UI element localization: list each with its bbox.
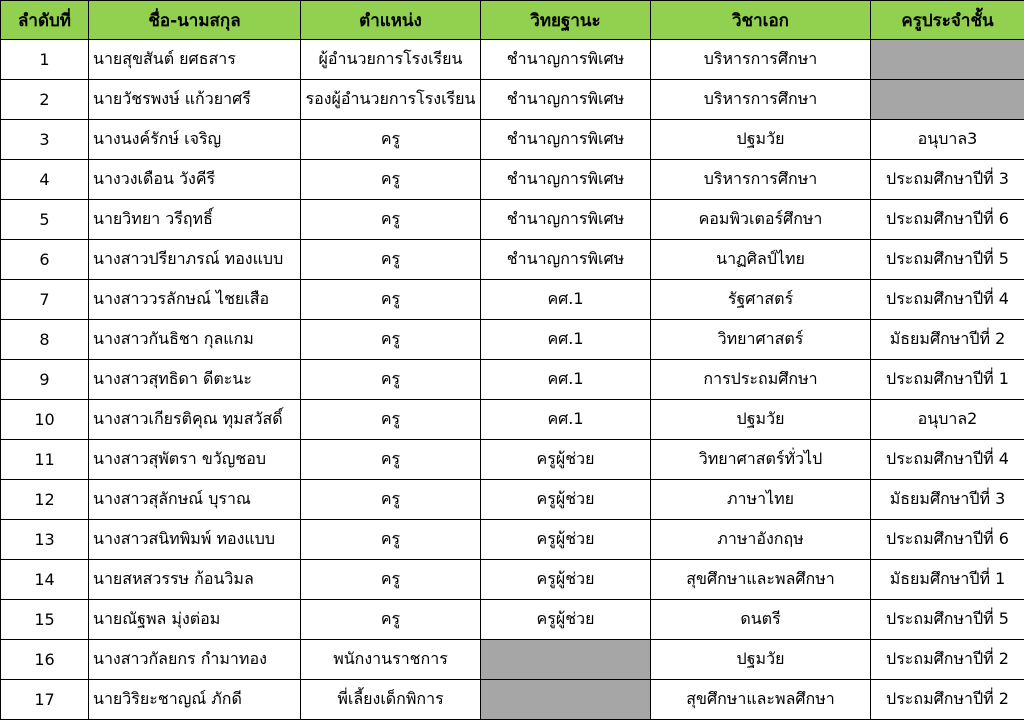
cell-rank: ชำนาญการพิเศษ — [481, 80, 651, 120]
cell-position: ครู — [301, 600, 481, 640]
table-row — [1, 680, 1024, 720]
cell-major: สุขศึกษาและพลศึกษา — [651, 680, 871, 720]
table-header — [1, 1, 1024, 40]
cell-name: นายวัชรพงษ์ แก้วยาศรี — [89, 80, 301, 120]
cell-position: ครู — [301, 520, 481, 560]
cell-position: ครู — [301, 360, 481, 400]
cell-rank — [481, 680, 651, 720]
cell-no: 15 — [1, 600, 89, 640]
cell-position: ผู้อำนวยการโรงเรียน — [301, 40, 481, 80]
cell-name: นางนงค์รักษ์ เจริญ — [89, 120, 301, 160]
cell-name: นางสาวปรียาภรณ์ ทองแบบ — [89, 240, 301, 280]
cell-class-teacher: ประถมศึกษาปีที่ 6 — [871, 520, 1024, 560]
cell-class-teacher: ประถมศึกษาปีที่ 5 — [871, 240, 1024, 280]
cell-major: ภาษาไทย — [651, 480, 871, 520]
cell-class-teacher: ประถมศึกษาปีที่ 3 — [871, 160, 1024, 200]
cell-name: นายณัฐพล มุ่งต่อม — [89, 600, 301, 640]
cell-position: ครู — [301, 120, 481, 160]
cell-class-teacher: ประถมศึกษาปีที่ 4 — [871, 280, 1024, 320]
cell-rank: คศ.1 — [481, 280, 651, 320]
cell-no: 13 — [1, 520, 89, 560]
cell-no: 11 — [1, 440, 89, 480]
table-row — [1, 200, 1024, 240]
cell-position: ครู — [301, 200, 481, 240]
cell-major: คอมพิวเตอร์ศึกษา — [651, 200, 871, 240]
table-row — [1, 440, 1024, 480]
cell-rank: ชำนาญการพิเศษ — [481, 40, 651, 80]
cell-class-teacher — [871, 80, 1024, 120]
cell-major: นาฏศิลป์ไทย — [651, 240, 871, 280]
cell-class-teacher: ประถมศึกษาปีที่ 2 — [871, 680, 1024, 720]
table-row — [1, 80, 1024, 120]
header-name: ชื่อ-นามสกุล — [89, 1, 301, 40]
cell-major: สุขศึกษาและพลศึกษา — [651, 560, 871, 600]
cell-major: วิทยาศาสตร์ — [651, 320, 871, 360]
cell-rank: ครูผู้ช่วย — [481, 560, 651, 600]
cell-rank: ชำนาญการพิเศษ — [481, 120, 651, 160]
cell-name: นางสาวกันธิชา กุลแกม — [89, 320, 301, 360]
cell-class-teacher: มัธยมศึกษาปีที่ 1 — [871, 560, 1024, 600]
cell-major: วิทยาศาสตร์ทั่วไป — [651, 440, 871, 480]
cell-position: รองผู้อำนวยการโรงเรียน — [301, 80, 481, 120]
cell-position: ครู — [301, 240, 481, 280]
table-row — [1, 640, 1024, 680]
cell-name: นายสุขสันต์ ยศธสาร — [89, 40, 301, 80]
table-row — [1, 400, 1024, 440]
cell-no: 16 — [1, 640, 89, 680]
cell-rank: คศ.1 — [481, 320, 651, 360]
cell-major: บริหารการศึกษา — [651, 160, 871, 200]
table-body — [1, 40, 1024, 720]
cell-name: นายสหสวรรษ ก้อนวิมล — [89, 560, 301, 600]
cell-no: 6 — [1, 240, 89, 280]
cell-position: ครู — [301, 160, 481, 200]
cell-rank: คศ.1 — [481, 400, 651, 440]
header-row — [1, 1, 1024, 40]
cell-no: 10 — [1, 400, 89, 440]
cell-class-teacher — [871, 40, 1024, 80]
cell-name: นางวงเดือน วังคีรี — [89, 160, 301, 200]
cell-no: 4 — [1, 160, 89, 200]
cell-rank: ครูผู้ช่วย — [481, 480, 651, 520]
cell-major: รัฐศาสตร์ — [651, 280, 871, 320]
cell-name: นางสาวสุลักษณ์ บุราณ — [89, 480, 301, 520]
header-rank: วิทยฐานะ — [481, 1, 651, 40]
cell-name: นางสาวกัลยกร กำมาทอง — [89, 640, 301, 680]
cell-position: ครู — [301, 560, 481, 600]
cell-rank: ชำนาญการพิเศษ — [481, 200, 651, 240]
table-row — [1, 360, 1024, 400]
cell-name: นางสาวสุพัตรา ขวัญชอบ — [89, 440, 301, 480]
cell-class-teacher: มัธยมศึกษาปีที่ 2 — [871, 320, 1024, 360]
cell-position: ครู — [301, 320, 481, 360]
cell-rank: ครูผู้ช่วย — [481, 600, 651, 640]
cell-position: ครู — [301, 440, 481, 480]
cell-name: นางสาวสนิทพิมพ์ ทองแบบ — [89, 520, 301, 560]
cell-no: 8 — [1, 320, 89, 360]
cell-no: 17 — [1, 680, 89, 720]
cell-class-teacher: ประถมศึกษาปีที่ 5 — [871, 600, 1024, 640]
header-major: วิชาเอก — [651, 1, 871, 40]
cell-class-teacher: ประถมศึกษาปีที่ 4 — [871, 440, 1024, 480]
table-row — [1, 520, 1024, 560]
cell-class-teacher: ประถมศึกษาปีที่ 2 — [871, 640, 1024, 680]
cell-no: 3 — [1, 120, 89, 160]
table-row — [1, 280, 1024, 320]
cell-position: พี่เลี้ยงเด็กพิการ — [301, 680, 481, 720]
table-row — [1, 240, 1024, 280]
cell-rank: ครูผู้ช่วย — [481, 520, 651, 560]
cell-position: พนักงานราชการ — [301, 640, 481, 680]
cell-position: ครู — [301, 480, 481, 520]
cell-position: ครู — [301, 400, 481, 440]
table-row — [1, 320, 1024, 360]
cell-no: 9 — [1, 360, 89, 400]
cell-major: ภาษาอังกฤษ — [651, 520, 871, 560]
table-row — [1, 120, 1024, 160]
cell-class-teacher: อนุบาล3 — [871, 120, 1024, 160]
cell-class-teacher: ประถมศึกษาปีที่ 1 — [871, 360, 1024, 400]
cell-class-teacher: มัธยมศึกษาปีที่ 3 — [871, 480, 1024, 520]
cell-name: นางสาวเกียรติคุณ ทุมสวัสดิ์ — [89, 400, 301, 440]
cell-no: 12 — [1, 480, 89, 520]
cell-no: 5 — [1, 200, 89, 240]
cell-rank: คศ.1 — [481, 360, 651, 400]
header-no: ลำดับที่ — [1, 1, 89, 40]
cell-rank: ชำนาญการพิเศษ — [481, 160, 651, 200]
cell-rank: ชำนาญการพิเศษ — [481, 240, 651, 280]
cell-name: นางสาวสุทธิดา ดีตะนะ — [89, 360, 301, 400]
table-row — [1, 40, 1024, 80]
cell-major: บริหารการศึกษา — [651, 40, 871, 80]
cell-class-teacher: ประถมศึกษาปีที่ 6 — [871, 200, 1024, 240]
header-class-teacher: ครูประจำชั้น — [871, 1, 1024, 40]
cell-major: ดนตรี — [651, 600, 871, 640]
cell-name: นายวิริยะชาญณ์ ภักดี — [89, 680, 301, 720]
cell-major: การประถมศึกษา — [651, 360, 871, 400]
header-position: ตำแหน่ง — [301, 1, 481, 40]
cell-major: ปฐมวัย — [651, 640, 871, 680]
table-row — [1, 160, 1024, 200]
cell-position: ครู — [301, 280, 481, 320]
cell-rank: ครูผู้ช่วย — [481, 440, 651, 480]
table-row — [1, 480, 1024, 520]
cell-major: บริหารการศึกษา — [651, 80, 871, 120]
cell-rank — [481, 640, 651, 680]
cell-major: ปฐมวัย — [651, 120, 871, 160]
cell-class-teacher: อนุบาล2 — [871, 400, 1024, 440]
cell-name: นางสาววรลักษณ์ ไชยเสือ — [89, 280, 301, 320]
table-row — [1, 600, 1024, 640]
cell-no: 14 — [1, 560, 89, 600]
table-row — [1, 560, 1024, 600]
cell-major: ปฐมวัย — [651, 400, 871, 440]
cell-no: 7 — [1, 280, 89, 320]
cell-no: 2 — [1, 80, 89, 120]
cell-name: นายวิทยา วรีฤทธิ์ — [89, 200, 301, 240]
cell-no: 1 — [1, 40, 89, 80]
